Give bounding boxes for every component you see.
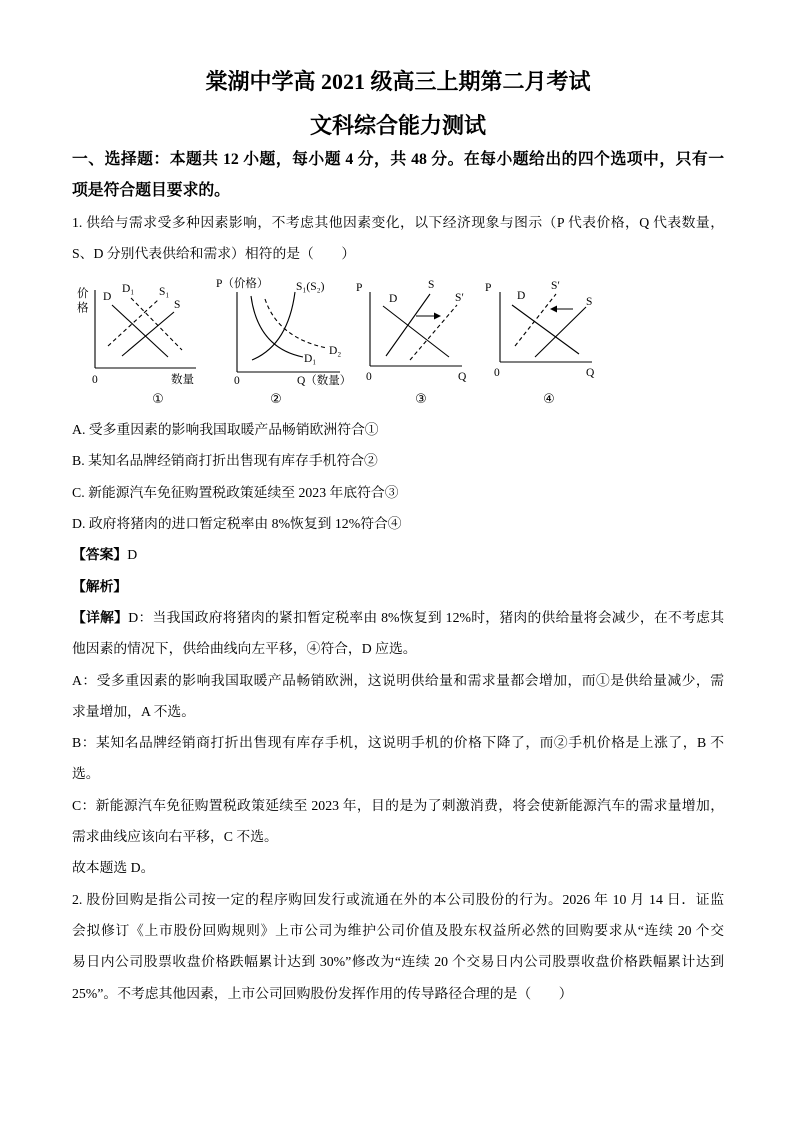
curve-label-s: S₁(S₂) <box>296 281 325 294</box>
y-axis-label: P <box>356 282 363 295</box>
explanation-line: C：新能源汽车免征购置税政策延续至 2023 年，目的是为了刺激消费，将会使新能源汽车的需求量增加， <box>72 797 724 813</box>
curve-label-d: D <box>389 293 398 306</box>
section-heading-line: 一、选择题：本题共 12 小题，每小题 4 分，共 48 分。在每小题给出的四个选项中，只有一 <box>72 151 724 168</box>
origin-label: 0 <box>494 367 500 380</box>
question-stem-line: 易日内公司股票收盘价格跌幅累计达到 30%”修改为“连续 20 个交易日内公司股票收盘价格跌幅累计达到 <box>72 954 724 970</box>
y-axis-label: P（价格） <box>216 278 269 291</box>
question-stem-line: 2. 股份回购是指公司按一定的程序购回发行或流通在外的本公司股份的行为。2026 年 10 月 14 日．证监 <box>72 891 724 907</box>
curve-label-d: D <box>103 291 112 304</box>
detail-text: D：当我国政府将猪肉的紧扣暂定税率由 8%恢复到 12%时，猪肉的供给量将会减少，在不考虑其 <box>128 609 724 625</box>
demand-curve-d <box>112 305 168 357</box>
curve-label-s: S <box>174 299 181 312</box>
section-heading <box>72 144 724 207</box>
figure-number: ③ <box>415 392 427 408</box>
figure-4 <box>485 280 595 407</box>
curve-label-d1: D₁ <box>304 353 317 366</box>
explanation-line: 求量增加，A 不选。 <box>72 703 196 719</box>
explanation-line: 需求曲线应该向右平移，C 不选。 <box>72 829 278 845</box>
demand-curve-d1 <box>251 296 303 357</box>
figure-number: ② <box>270 392 282 408</box>
x-axis-label: Q（数量） <box>297 375 352 388</box>
curve-label-d: D <box>517 290 526 303</box>
figure-number: ④ <box>543 392 555 408</box>
curve-label-d2: D₂ <box>329 345 342 358</box>
origin-label: 0 <box>366 371 372 384</box>
curve-label-s: S <box>586 296 593 309</box>
demand-curve-d2 <box>265 299 327 348</box>
explanation-b <box>72 727 724 790</box>
figure-number: ① <box>152 392 164 408</box>
option-d: D. 政府将猪肉的进口暂定税率由 8%恢复到 12%符合④ <box>72 516 402 532</box>
y-axis-label: P <box>485 282 492 295</box>
y-axis-label-char: 格 <box>77 302 89 315</box>
supply-curve-s <box>535 307 586 357</box>
figures-svg <box>0 269 794 414</box>
origin-label: 0 <box>92 374 98 387</box>
supply-curve-s <box>252 292 295 360</box>
question-stem-line: S、D 分别代表供给和需求）相符的是（ ） <box>72 245 356 261</box>
explanation-c <box>72 790 724 853</box>
x-axis-label: 数量 <box>171 374 194 387</box>
figure-1 <box>77 283 196 407</box>
detail-label: 【详解】 <box>72 609 129 625</box>
detail-line: 他因素的情况下，供给曲线向左平移，④符合，D 应选。 <box>72 641 417 657</box>
figure-2 <box>216 276 351 407</box>
x-axis-label: Q <box>586 367 595 380</box>
option-a: A. 受多重因素的影响我国取暖产品畅销欧洲符合① <box>72 422 379 438</box>
curve-label-s: S <box>428 279 435 292</box>
explanation-line: A：受多重因素的影响我国取暖产品畅销欧洲，这说明供给量和需求量都会增加，而①是供给量减少，需 <box>72 672 724 688</box>
question-stem-line: 1. 供给与需求受多种因素影响，不考虑其他因素变化，以下经济现象与图示（P 代表价格，Q 代表数量， <box>72 214 724 230</box>
x-axis-label: Q <box>458 371 467 384</box>
curve-label-d1: D₁ <box>122 283 135 296</box>
answer-line <box>72 539 724 570</box>
question-2 <box>72 884 724 1009</box>
detail-line <box>72 602 724 633</box>
answer-value: D <box>127 547 138 563</box>
curve-label-s1: S₁ <box>159 286 170 299</box>
y-axis-label-char: 价 <box>77 288 89 301</box>
answer-options <box>72 414 724 539</box>
exam-subtitle: 文科综合能力测试 <box>309 113 486 138</box>
detail-paragraph <box>72 602 724 665</box>
option-b: B. 某知名品牌经销商打折出售现有库存手机符合② <box>72 453 378 469</box>
figure-3 <box>356 279 467 407</box>
option-c: C. 新能源汽车免征购置税政策延续至 2023 年底符合③ <box>72 484 399 500</box>
curve-label-s-prime: S′ <box>551 280 560 293</box>
explanation-line: 选。 <box>72 766 100 782</box>
question-1 <box>72 207 724 884</box>
explanation-line: B：某知名品牌经销商打折出售现有库存手机，这说明手机的价格下降了，而②手机价格是上涨了，B 不 <box>72 735 724 751</box>
explanation-a <box>72 665 724 728</box>
answer-label: 【答案】 <box>72 547 128 563</box>
conclusion: 故本题选 D。 <box>72 860 155 876</box>
y-axis-label <box>77 287 89 314</box>
supply-demand-figures <box>72 269 724 414</box>
origin-label: 0 <box>234 375 240 388</box>
exam-title: 棠湖中学高 2021 级高三上期第二月考试 <box>205 69 591 94</box>
question-stem-line: 会拟修订《上市股份回购规则》上市公司为维护公司价值及股东权益所必然的回购要求从“连续 20 个交 <box>72 922 724 938</box>
curve-label-s-prime: S′ <box>455 292 464 305</box>
page-content <box>72 60 724 1009</box>
section-heading-line: 项是符合题目要求的。 <box>72 182 230 200</box>
analysis-label: 【解析】 <box>72 578 128 594</box>
supply-curve-s1 <box>108 300 158 346</box>
question-stem-line: 25%”。不考虑其他因素，上市公司回购股份发挥作用的传导路径合理的是（ ） <box>72 985 573 1001</box>
